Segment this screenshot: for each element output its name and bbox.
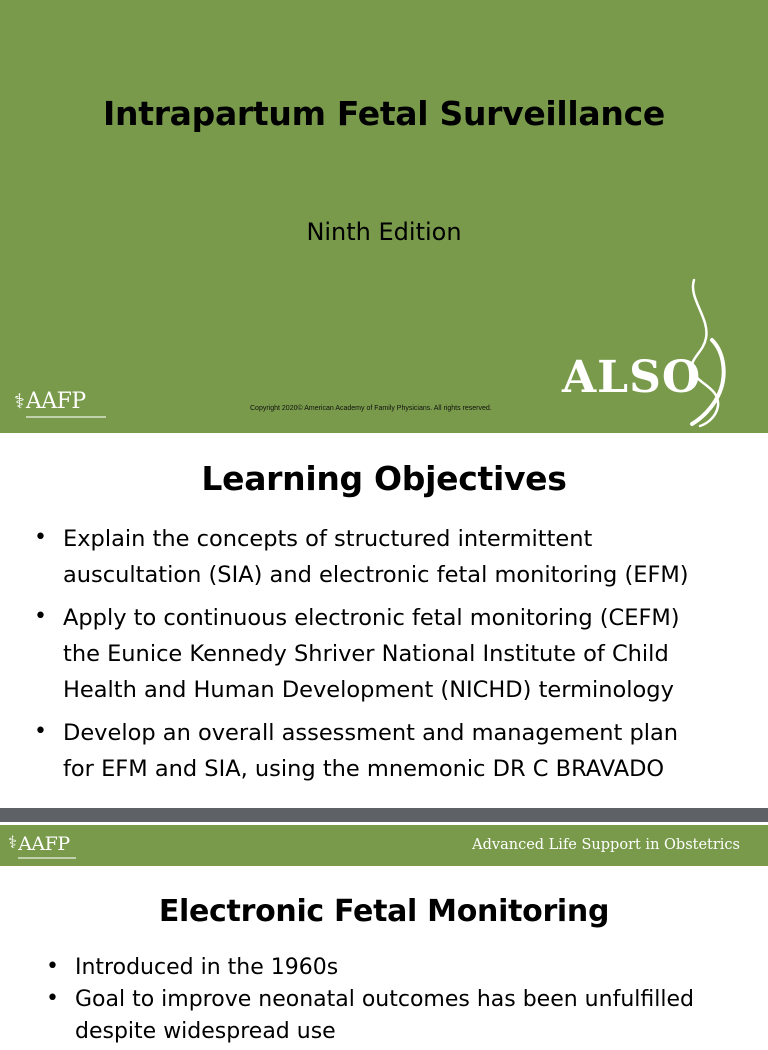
also-logo-text: ALSO	[562, 352, 702, 403]
bullet-icon: •	[46, 954, 59, 979]
bullet-line: Introduced in the 1960s	[75, 955, 339, 980]
title-slide	[0, 0, 768, 433]
bullet-line: auscultation (SIA) and electronic fetal monitoring (EFM)	[63, 562, 689, 588]
bullet-line: Health and Human Development (NICHD) terminology	[63, 677, 674, 703]
caduceus-icon: ⚕	[8, 833, 18, 853]
bullet-line: for EFM and SIA, using the mnemonic DR C BRAVADO	[63, 756, 665, 782]
copyright-notice: Copyright 2020© American Academy of Family Physicians. All rights reserved.	[250, 405, 492, 412]
caduceus-icon: ⚕	[14, 389, 25, 413]
bullet-line: Develop an overall assessment and management plan	[63, 720, 679, 746]
bullet-line: Explain the concepts of structured intermittent	[63, 526, 593, 552]
bullet-icon: •	[34, 719, 47, 744]
learning-objectives-slide	[0, 433, 768, 808]
aafp-logo	[14, 391, 106, 418]
bullet-icon: •	[34, 525, 47, 550]
slide-subtitle: Ninth Edition	[306, 218, 462, 246]
slide-title: Intrapartum Fetal Surveillance	[103, 94, 665, 133]
slide-title: Electronic Fetal Monitoring	[158, 894, 610, 929]
slide-title: Learning Objectives	[201, 459, 567, 498]
bullet-line: Apply to continuous electronic fetal monitoring (CEFM)	[63, 605, 680, 631]
bullet-icon: •	[46, 986, 59, 1011]
bullet-line: Goal to improve neonatal outcomes has been unfulfilled	[75, 987, 694, 1012]
aafp-logo	[8, 835, 76, 859]
bullet-icon: •	[34, 604, 47, 629]
slide-divider	[0, 808, 768, 822]
slide-header-band	[0, 825, 768, 866]
aafp-logo-text: AAFP	[18, 833, 70, 855]
course-name: Advanced Life Support in Obstetrics	[472, 837, 740, 853]
electronic-fetal-monitoring-slide	[0, 866, 768, 1044]
aafp-logo-text: AAFP	[25, 389, 86, 414]
bullet-line: despite widespread use	[75, 1019, 336, 1044]
bullet-line: the Eunice Kennedy Shriver National Institute of Child	[63, 641, 669, 667]
